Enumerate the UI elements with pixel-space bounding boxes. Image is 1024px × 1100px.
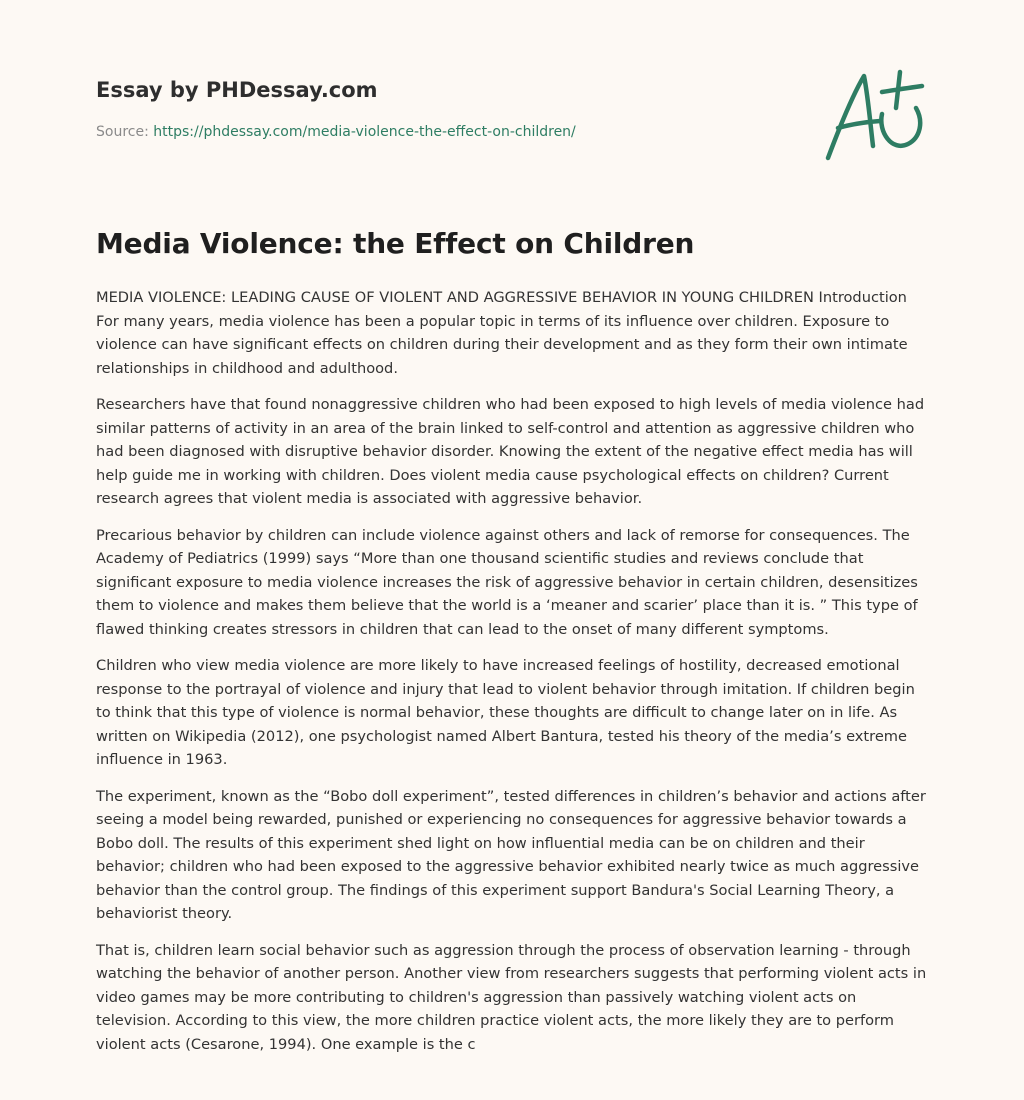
site-brand: Essay by PHDessay.com [96,78,378,102]
essay-body [96,286,932,1069]
source-link[interactable]: https://phdessay.com/media-violence-the-effect-on-children/ [153,124,576,140]
source-label: Source: [96,124,149,140]
paragraph-2: Researchers have that found nonaggressive children who had been exposed to high levels of media violence had similar patterns of activity in an area of the brain linked to self-control and attention as aggressive children who had been diagnosed with disruptive behavior disorder. Knowing the extent of the negative effect media has will help guide me in working with children. Does violent media cause psychological effects on children? Current research agrees that violent media is associated with aggressive behavior. [96,396,925,507]
paragraph-5: The experiment, known as the “Bobo doll experiment”, tested differences in children’s behavior and actions after seeing a model being rewarded, punished or experiencing no consequences for aggressive behavior towards a Bobo doll. The results of this experiment shed light on how influential media can be on children and their behavior; children who had been exposed to the aggressive behavior exhibited nearly twice as much aggressive behavior than the control group. The findings of this experiment support Bandura's Social Learning Theory, a behaviorist theory. [96,787,926,922]
essay-title: Media Violence: the Effect on Children [96,227,695,260]
page-header [96,74,928,140]
paragraph-3: Precarious behavior by children can include violence against others and lack of remorse for consequences. The Academy of Pediatrics (1999) says “More than one thousand scientific studies and reviews conclude that significant exposure to media violence increases the risk of aggressive behavior in certain children, desensitizes them to violence and makes them believe that the world is a ‘meaner and scarier’ place than it is. ” This type of flawed thinking creates stressors in children that can lead to the onset of many different symptoms. [96,526,918,638]
paragraph-4: Children who view media violence are more likely to have increased feelings of hostility, decreased emotional response to the portrayal of violence and injury that lead to violent behavior through imitation. If children begin to think that this type of violence is normal behavior, these thoughts are difficult to change later on in life. As written on Wikipedia (2012), one psychologist named Albert Bantura, tested his theory of the media’s extreme influence in 1963. [96,657,915,768]
paragraph-1: MEDIA VIOLENCE: LEADING CAUSE OF VIOLENT AND AGGRESSIVE BEHAVIOR IN YOUNG CHILDREN Introduction For many years, media violence has been a popular topic in terms of its influence over children. Exposure to violence can have significant effects on children during their development and as they form their own intimate relationships in childhood and adulthood. [96,289,908,377]
a-plus-logo-icon [818,66,930,166]
paragraph-6: That is, children learn social behavior such as aggression through the process of observation learning - through watching the behavior of another person. Another view from researchers suggests that performing violent acts in video games may be more contributing to children's aggression than passively watching violent acts on television. According to this view, the more children practice violent acts, the more likely they are to perform violent acts (Cesarone, 1994). One example is the c [96,941,927,1053]
source-line [96,124,576,140]
